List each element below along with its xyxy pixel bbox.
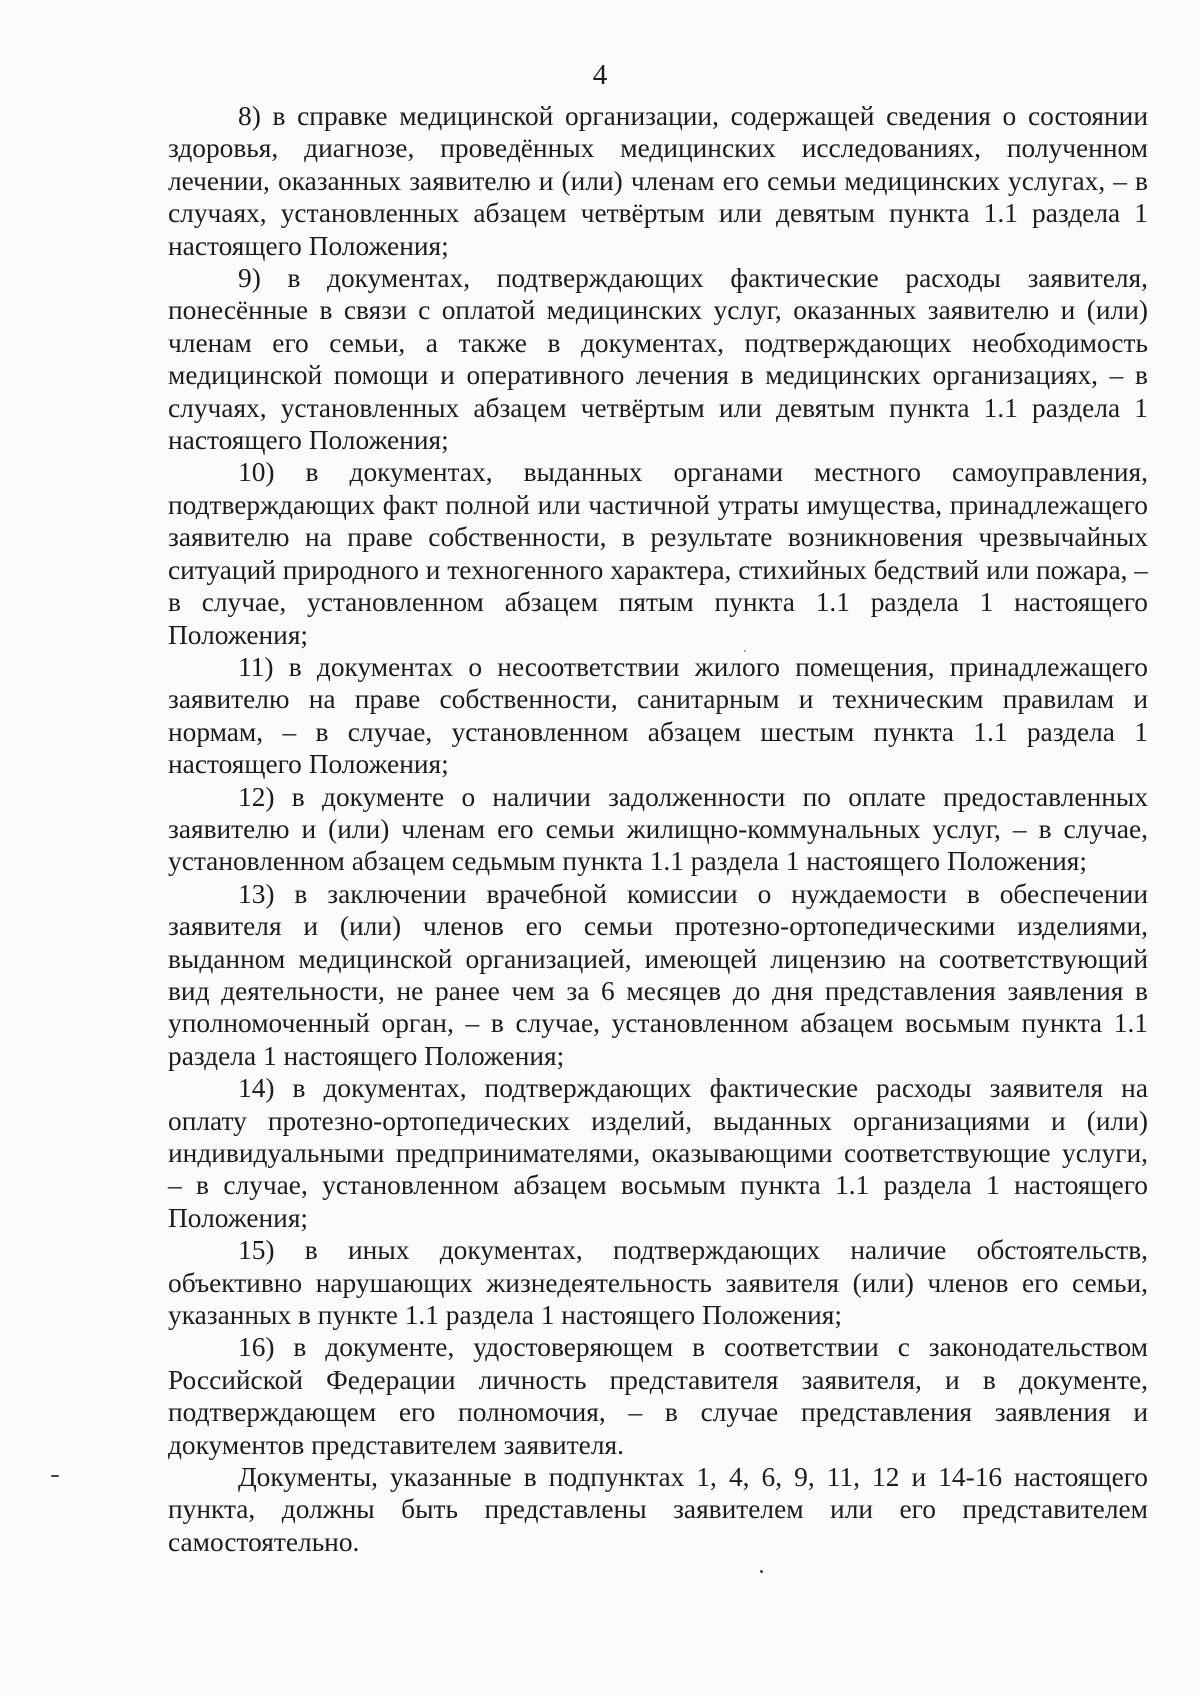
- paragraph-item-9: 9) в документах, подтверждающих фактические расходы заявителя, понесённые в связи с оплатой медицинских услуг, оказанных заявителю и (или) членам его семьи, а также в документах, подтверждающих необходимость медицинской помощи и оперативного лечения в медицинских организациях, – в случаях, установленных абзацем четвёртым или девятым пункта 1.1 раздела 1 настоящего Положения;: [168, 263, 1148, 456]
- paragraph-item-13: 13) в заключении врачебной комиссии о нуждаемости в обеспечении заявителя и (или) членов его семьи протезно-ортопедическими изделиями, выданном медицинской организацией, имеющей лицензию на соответствующий вид деятельности, не ранее чем за 6 месяцев до дня представления заявления в уполномоченный орган, – в случае, установленном абзацем восьмым пункта 1.1 раздела 1 настоящего Положения;: [168, 878, 1148, 1071]
- page-number: 4: [592, 59, 608, 91]
- paragraph-item-15: 15) в иных документах, подтверждающих наличие обстоятельств, объективно нарушающих жизнедеятельность заявителя (или) членов его семьи, указанных в пункте 1.1 раздела 1 настоящего Положения;: [168, 1235, 1148, 1331]
- paragraph-closing: Документы, указанные в подпунктах 1, 4, 6, 9, 11, 12 и 14-16 настоящего пункта, должны быть представлены заявителем или его представителем самостоятельно.: [168, 1462, 1148, 1557]
- paragraph-item-12: 12) в документе о наличии задолженности по оплате предоставленных заявителю и (или) членам его семьи жилищно-коммунальных услуг, – в случае, установленном абзацем седьмым пункта 1.1 раздела 1 настоящего Положения;: [168, 781, 1148, 877]
- document-body: [168, 100, 1148, 1558]
- paragraph-item-8: 8) в справке медицинской организации, содержащей сведения о состоянии здоровья, диагнозе, проведённых медицинских исследованиях, полученном лечении, оказанных заявителю и (или) членам его семьи медицинских услугах, – в случаях, установленных абзацем четвёртым или девятым пункта 1.1 раздела 1 настоящего Положения;: [168, 101, 1148, 261]
- paragraph-item-16: 16) в документе, удостоверяющем в соответствии с законодательством Российской Федерации личность представителя заявителя, и в документе, подтверждающем его полномочия, – в случае представления заявления и документов представителем заявителя.: [168, 1332, 1148, 1460]
- scan-artifact-mark: [51, 1475, 59, 1477]
- paragraph-item-10: 10) в документах, выданных органами местного самоуправления, подтверждающих факт полной или частичной утраты имущества, принадлежащего заявителю на праве собственности, в результате возникновения чрезвычайных ситуаций природного и техногенного характера, стихийных бедствий или пожара, – в случае, установленном абзацем пятым пункта 1.1 раздела 1 настоящего Положения;: [168, 457, 1148, 650]
- paragraph-item-14: 14) в документах, подтверждающих фактические расходы заявителя на оплату протезно-ортопедических изделий, выданных организациями и (или) индивидуальными предпринимателями, оказывающими соответствующие услуги, – в случае, установленном абзацем восьмым пункта 1.1 раздела 1 настоящего Положения;: [168, 1073, 1148, 1233]
- scan-artifact-dot: [760, 1570, 763, 1573]
- scan-artifact-dot: [744, 650, 746, 652]
- paragraph-item-11: 11) в документах о несоответствии жилого помещения, принадлежащего заявителю на праве собственности, санитарным и техническим правилам и нормам, – в случае, установленном абзацем шестым пункта 1.1 раздела 1 настоящего Положения;: [168, 651, 1148, 780]
